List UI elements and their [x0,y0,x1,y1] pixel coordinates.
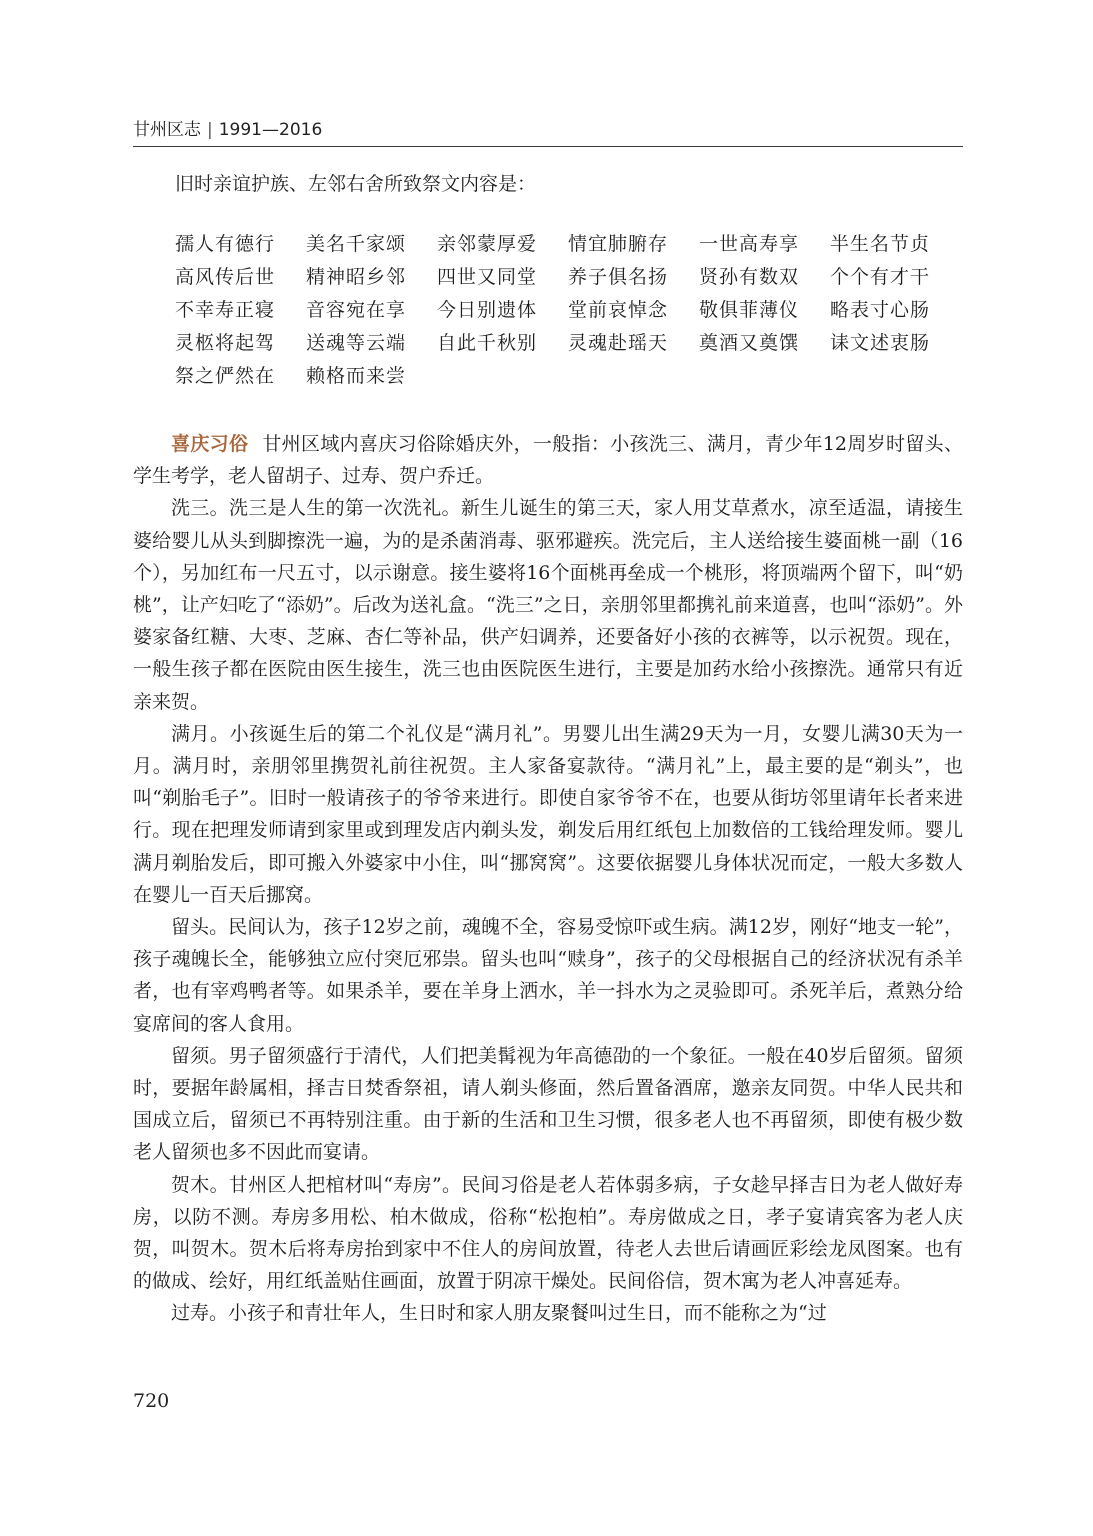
paragraph-hemu: 贺木。甘州区人把棺材叫“寿房”。民间习俗是老人若体弱多病，子女趁早择吉日为老人做好寿房，以防不测。寿房多用松、柏木做成，俗称“松抱柏”。寿房做成之日，孝子宴请宾客为老人庆贺，叫贺木。贺木后将寿房抬到家中不住人的房间放置，待老人去世后请画匠彩绘龙凤图案。也有的做成、绘好，用红纸盖贴住画面，放置于阴凉干燥处。民间俗信，贺木寓为老人冲喜延寿。 [133,1173,963,1293]
section-lead: 甘州区域内喜庆习俗除婚庆外，一般指：小孩洗三、满月，青少年12周岁时留头、学生考学，老人留胡子、过寿、贺户乔迁。 [133,433,963,488]
book-years: 1991—2016 [218,120,323,140]
poem-line: 音容宛在享 [306,299,407,321]
poem-line: 孺人有德行 [175,233,276,255]
paragraph-liutou: 留头。民间认为，孩子12岁之前，魂魄不全，容易受惊吓或生病。满12岁，刚好“地支一轮”，孩子魂魄长全，能够独立应付突厄邪祟。留头也叫“赎身”，孩子的父母根据自己的经济状况有杀羊者，也有宰鸡鸭者等。如果杀羊，要在羊身上洒水，羊一抖水为之灵验即可。杀死羊后，煮熟分给宴席间的客人食用。 [133,916,963,1035]
paragraph-liuxu: 留须。男子留须盛行于清代，人们把美髯视为年高德劭的一个象征。一般在40岁后留须。留须时，要据年龄属相，择吉日焚香祭祖，请人剃头修面，然后置备酒席，邀亲友同贺。中华人民共和国成立后，留须已不再特别注重。由于新的生活和卫生习惯，很多老人也不再留须，即使有极少数老人留须也多不因此而宴请。 [133,1044,963,1164]
poem-row [175,360,975,393]
poem-line: 自此千秋别 [437,332,538,354]
poem-line: 贤孙有数双 [699,266,800,288]
poem-line: 堂前哀悼念 [568,299,669,321]
poem-line: 亲邻蒙厚爱 [437,233,538,255]
poem-line: 一世高寿享 [699,233,800,255]
paragraph-guoshou: 过寿。小孩子和青壮年人，生日时和家人朋友聚餐叫过生日，而不能称之为“过 [171,1302,827,1325]
poem-line: 半生名节贞 [830,233,931,255]
section-title: 喜庆习俗 [171,433,249,455]
poem-line: 灵魂赴瑶天 [568,332,669,354]
poem-line: 今日别遗体 [437,299,538,321]
poem-line: 送魂等云端 [306,332,407,354]
paragraph-xisan: 洗三。洗三是人生的第一次洗礼。新生儿诞生的第三天，家人用艾草煮水，凉至适温，请接生婆给婴儿从头到脚擦洗一遍，为的是杀菌消毒、驱邪避疾。洗完后，主人送给接生婆面桃一副（16个），另加红布一尺五寸，以示谢意。接生婆将16个面桃再垒成一个桃形，将顶端两个留下，叫“奶桃”，让产妇吃了“添奶”。后改为送礼盒。“洗三”之日，亲朋邻里都携礼前来道喜，也叫“添奶”。外婆家备红糖、大枣、芝麻、杏仁等补品，供产妇调养，还要备好小孩的衣裤等，以示祝贺。现在，一般生孩子都在医院由医生接生，洗三也由医院医生进行，主要是加药水给小孩擦洗。通常只有近亲来贺。 [133,497,963,713]
poem-line: 祭之俨然在 [175,365,276,387]
poem-line: 高风传后世 [175,266,276,288]
poem-intro: 旧时亲谊护族、左邻右舍所致祭文内容是： [175,173,537,195]
poem-line: 精神昭乡邻 [306,266,407,288]
poem-row [175,261,975,294]
poem-row [175,294,975,327]
poem-line: 情宜肺腑存 [568,233,669,255]
poem-line: 诔文述衷肠 [830,332,931,354]
poem-line: 敬俱菲薄仪 [699,299,800,321]
book-title: 甘州区志 [133,120,201,140]
poem-row [175,228,975,261]
section-lead-paragraph [133,428,963,492]
poem-line: 养子俱名扬 [568,266,669,288]
running-header [133,118,963,147]
paragraph-manyue: 满月。小孩诞生后的第二个礼仪是“满月礼”。男婴儿出生满29天为一月，女婴儿满30天为一月。满月时，亲朋邻里携贺礼前往祝贺。主人家备宴款待。“满月礼”上，最主要的是“剃头”，也叫“剃胎毛子”。旧时一般请孩子的爷爷来进行。即使自家爷爷不在，也要从街坊邻里请年长者来进行。现在把理发师请到家里或到理发店内剃头发，剃发后用红纸包上加数倍的工钱给理发师。婴儿满月剃胎发后，即可搬入外婆家中小住，叫“挪窝窝”。这要依据婴儿身体状况而定，一般大多数人在婴儿一百天后挪窝。 [133,722,963,906]
poem-row [175,327,975,360]
poem-line: 美名千家颂 [306,233,407,255]
page-number: 720 [133,1390,170,1412]
header-separator: | [207,120,213,140]
poem-line: 赖格而来尝 [306,365,407,387]
poem-line: 灵柩将起驾 [175,332,276,354]
poem-line: 不幸寿正寝 [175,299,276,321]
poem-line: 个个有才干 [830,266,931,288]
poem-line: 奠酒又奠馔 [699,332,800,354]
poem-line: 四世又同堂 [437,266,538,288]
poem-line: 略表寸心肠 [830,299,931,321]
body-text [133,428,963,1330]
elegy-poem [175,228,975,393]
